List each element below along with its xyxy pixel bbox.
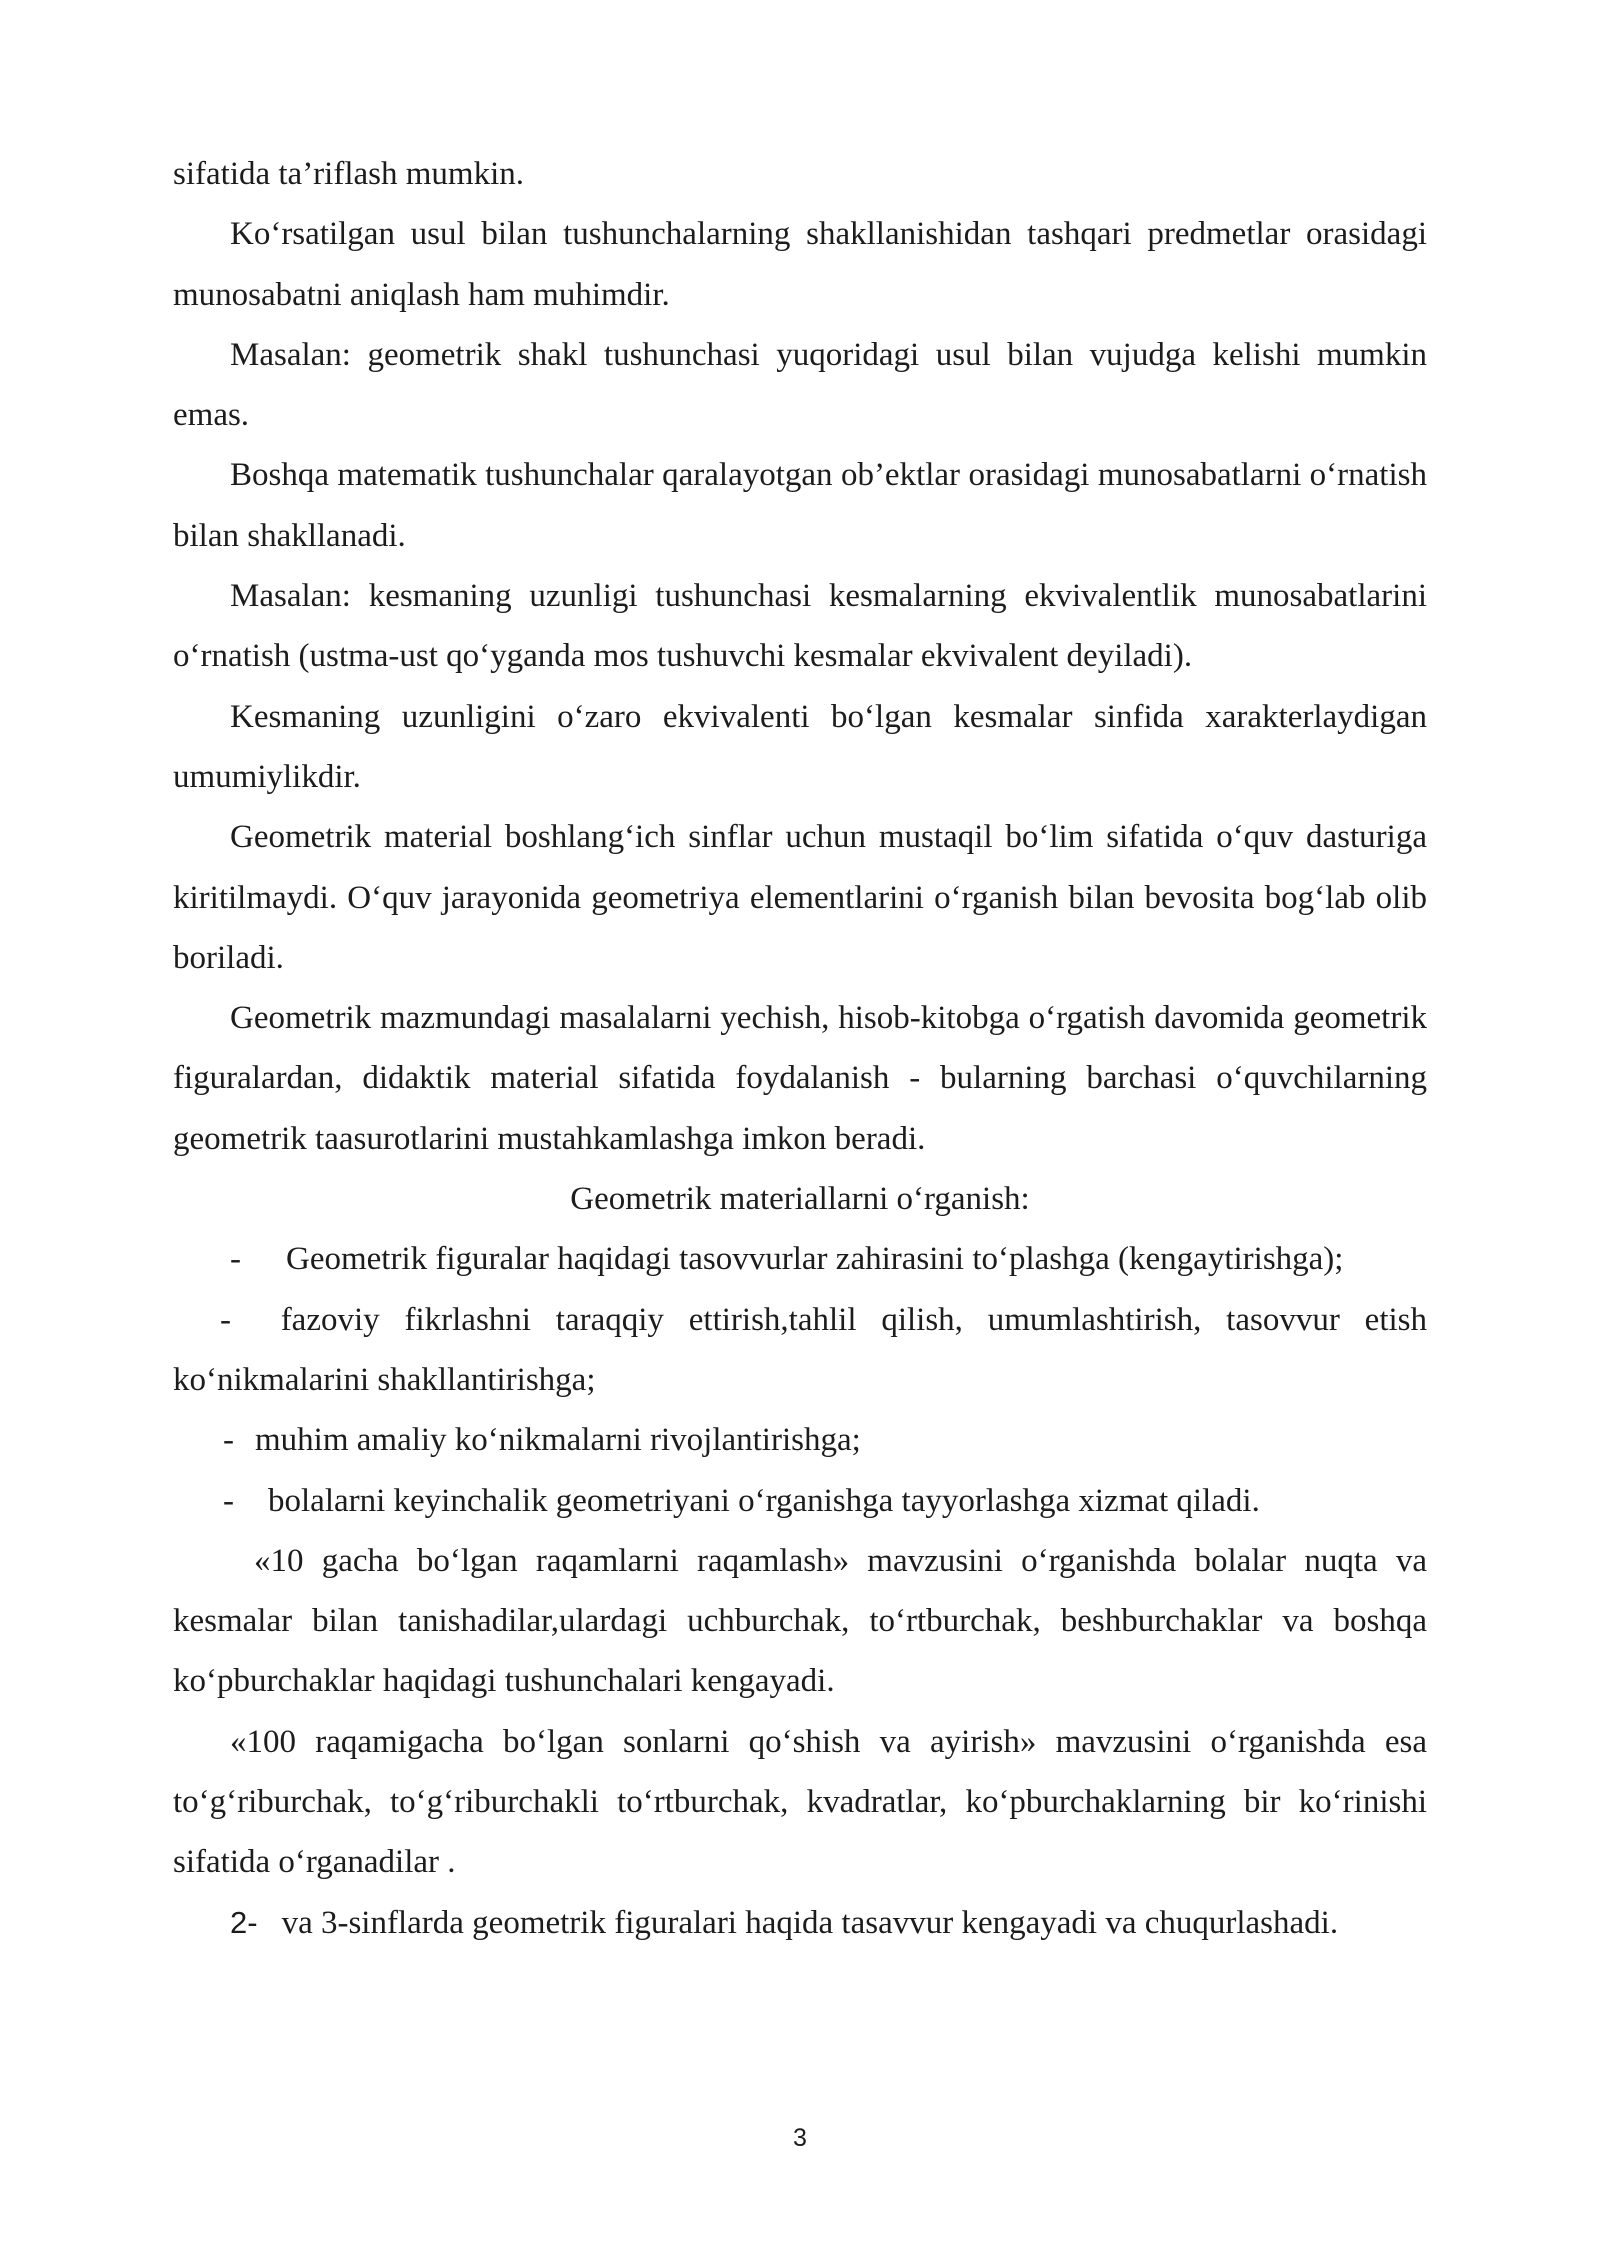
paragraph: Boshqa matematik tushunchalar qaralayotgan ob’ektlar orasidagi munosabatlarni o‘rnatish bilan shakllanadi.	[173, 457, 1427, 554]
document-body	[173, 144, 1427, 1953]
list-item-text: Geometrik figuralar haqidagi tasovvurlar zahirasini to‘plashga (kengaytirishga);	[286, 1241, 1344, 1278]
list-item	[173, 1410, 1427, 1470]
list-item-text: fazoviy fikrlashni taraqqiy ettirish,tahlil qilish, umumlashtirish, tasovvur etish ko‘nikmalarini shakllantirishga;	[173, 1301, 1428, 1398]
list-item-text: bolalarni keyinchalik geometriyani o‘rganishga tayyorlashga xizmat qiladi.	[268, 1482, 1260, 1519]
paragraph: Ko‘rsatilgan usul bilan tushunchalarning shakllanishidan tashqari predmetlar orasidagi munosabatni aniqlash ham muhimdir.	[173, 216, 1427, 313]
list-heading: Geometrik materiallarni o‘rganish:	[570, 1181, 1030, 1218]
paragraph: Masalan: geometrik shakl tushunchasi yuqoridagi usul bilan vujudga kelishi mumkin emas.	[173, 336, 1427, 434]
paragraph-last	[173, 1893, 1427, 1953]
list-item	[173, 1229, 1427, 1289]
list-dash: -	[230, 1241, 241, 1278]
page-number: 3	[793, 2124, 807, 2152]
paragraph: «100 raqamigacha bo‘lgan sonlarni qo‘shish va ayirish» mavzusini o‘rganishda esa to‘g‘riburchak, to‘g‘riburchakli to‘rtburchak, kvadratlar, ko‘pburchaklarning bir ko‘rinishi sifatida o‘rganadilar .	[173, 1723, 1427, 1881]
paragraph-text: va 3-sinflarda geometrik figuralari haqida tasavvur kengayadi va chuqurlashadi.	[281, 1904, 1339, 1941]
list-dash: -	[223, 1482, 234, 1519]
list-item	[173, 1290, 1427, 1411]
list-dash: -	[220, 1301, 231, 1338]
paragraph: sifatida ta’riflash mumkin.	[173, 156, 524, 192]
list-item-text: muhim amaliy ko‘nikmalarni rivojlantirishga;	[255, 1422, 861, 1459]
paragraph: Masalan: kesmaning uzunligi tushunchasi kesmalarning ekvivalentlik munosabatlarini o‘rnatish (ustma-ust qo‘yganda mos tushuvchi kesmalar ekvivalent deyiladi).	[173, 578, 1427, 675]
paragraph: Geometrik material boshlang‘ich sinflar uchun mustaqil bo‘lim sifatida o‘quv dasturiga kiritilmaydi. O‘quv jarayonida geometriya elementlarini o‘rganish bilan bevosita bog‘lab olib boriladi.	[173, 819, 1427, 976]
paragraph: Geometrik mazmundagi masalalarni yechish, hisob-kitobga o‘rgatish davomida geometrik figuralardan, didaktik material sifatida foydalanish - bularning barchasi o‘quvchilarning geometrik taasurotlarini mustahkamlashga imkon beradi.	[173, 1000, 1427, 1157]
list-item	[173, 1471, 1427, 1531]
list-dash: -	[223, 1422, 234, 1459]
paragraph: «10 gacha bo‘lgan raqamlarni raqamlash» mavzusini o‘rganishda bolalar nuqta va kesmalar bilan tanishadilar,ulardagi uchburchak, to‘rtburchak, beshburchaklar va boshqa ko‘pburchaklar haqidagi tushunchalari kengayadi.	[173, 1542, 1427, 1700]
grade-number: 2-	[230, 1904, 258, 1940]
paragraph: Kesmaning uzunligini o‘zaro ekvivalenti bo‘lgan kesmalar sinfida xarakterlaydigan umumiylikdir.	[173, 698, 1427, 795]
